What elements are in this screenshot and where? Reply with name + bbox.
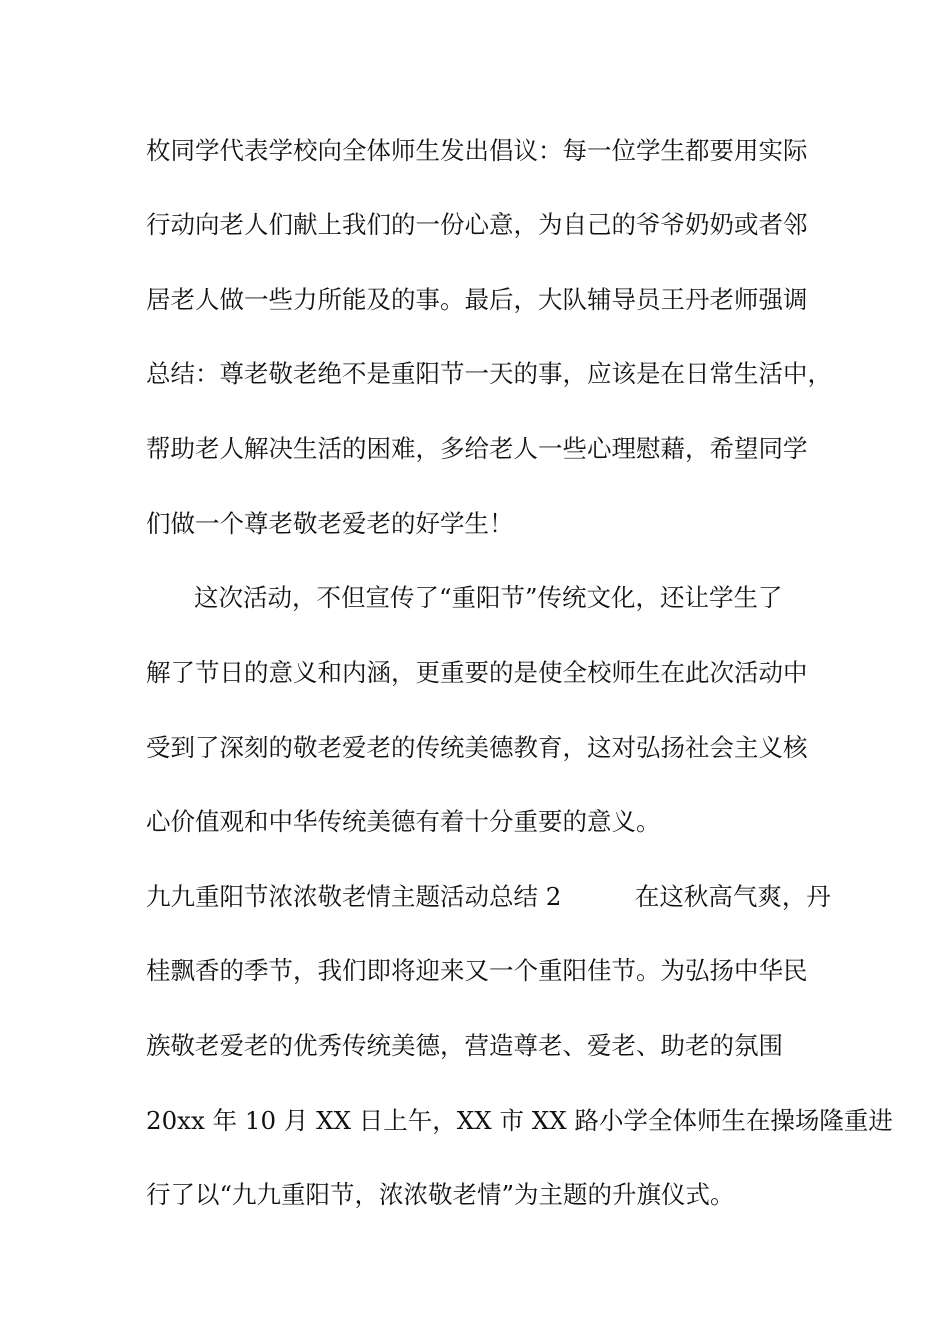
text-line: 帮助老人解决生活的困难，多给老人一些心理慰藉，希望同学 <box>146 434 808 463</box>
text-line: 受到了深刻的敬老爱老的传统美德教育，这对弘扬社会主义核 <box>146 733 808 762</box>
text-line: 这次活动，不但宣传了“重阳节”传统文化，还让学生了 <box>194 583 783 612</box>
text-line: 族敬老爱老的优秀传统美德，营造尊老、爱老、助老的氛围 <box>146 1031 783 1060</box>
heading-line: 九九重阳节浓浓敬老情主题活动总结 2 在这秋高气爽，丹 <box>146 882 831 911</box>
text-line: 桂飘香的季节，我们即将迎来又一个重阳佳节。为弘扬中华民 <box>146 956 808 985</box>
text-line: 解了节日的意义和内涵，更重要的是使全校师生在此次活动中 <box>146 658 808 687</box>
text-line: 总结：尊老敬老绝不是重阳节一天的事，应该是在日常生活中， <box>146 359 832 388</box>
text-line: 20xx 年 10 月 XX 日上午，XX 市 XX 路小学全体师生在操场隆重进 <box>146 1106 893 1135</box>
text-line: 心价值观和中华传统美德有着十分重要的意义。 <box>146 807 661 836</box>
text-line: 们做一个尊老敬老爱老的好学生！ <box>146 509 514 538</box>
text-line: 枚同学代表学校向全体师生发出倡议：每一位学生都要用实际 <box>146 136 808 165</box>
text-line: 居老人做一些力所能及的事。最后，大队辅导员王丹老师强调 <box>146 285 808 314</box>
text-line: 行了以“九九重阳节，浓浓敬老情”为主题的升旗仪式。 <box>146 1180 735 1209</box>
text-line: 行动向老人们献上我们的一份心意，为自己的爷爷奶奶或者邻 <box>146 210 808 239</box>
